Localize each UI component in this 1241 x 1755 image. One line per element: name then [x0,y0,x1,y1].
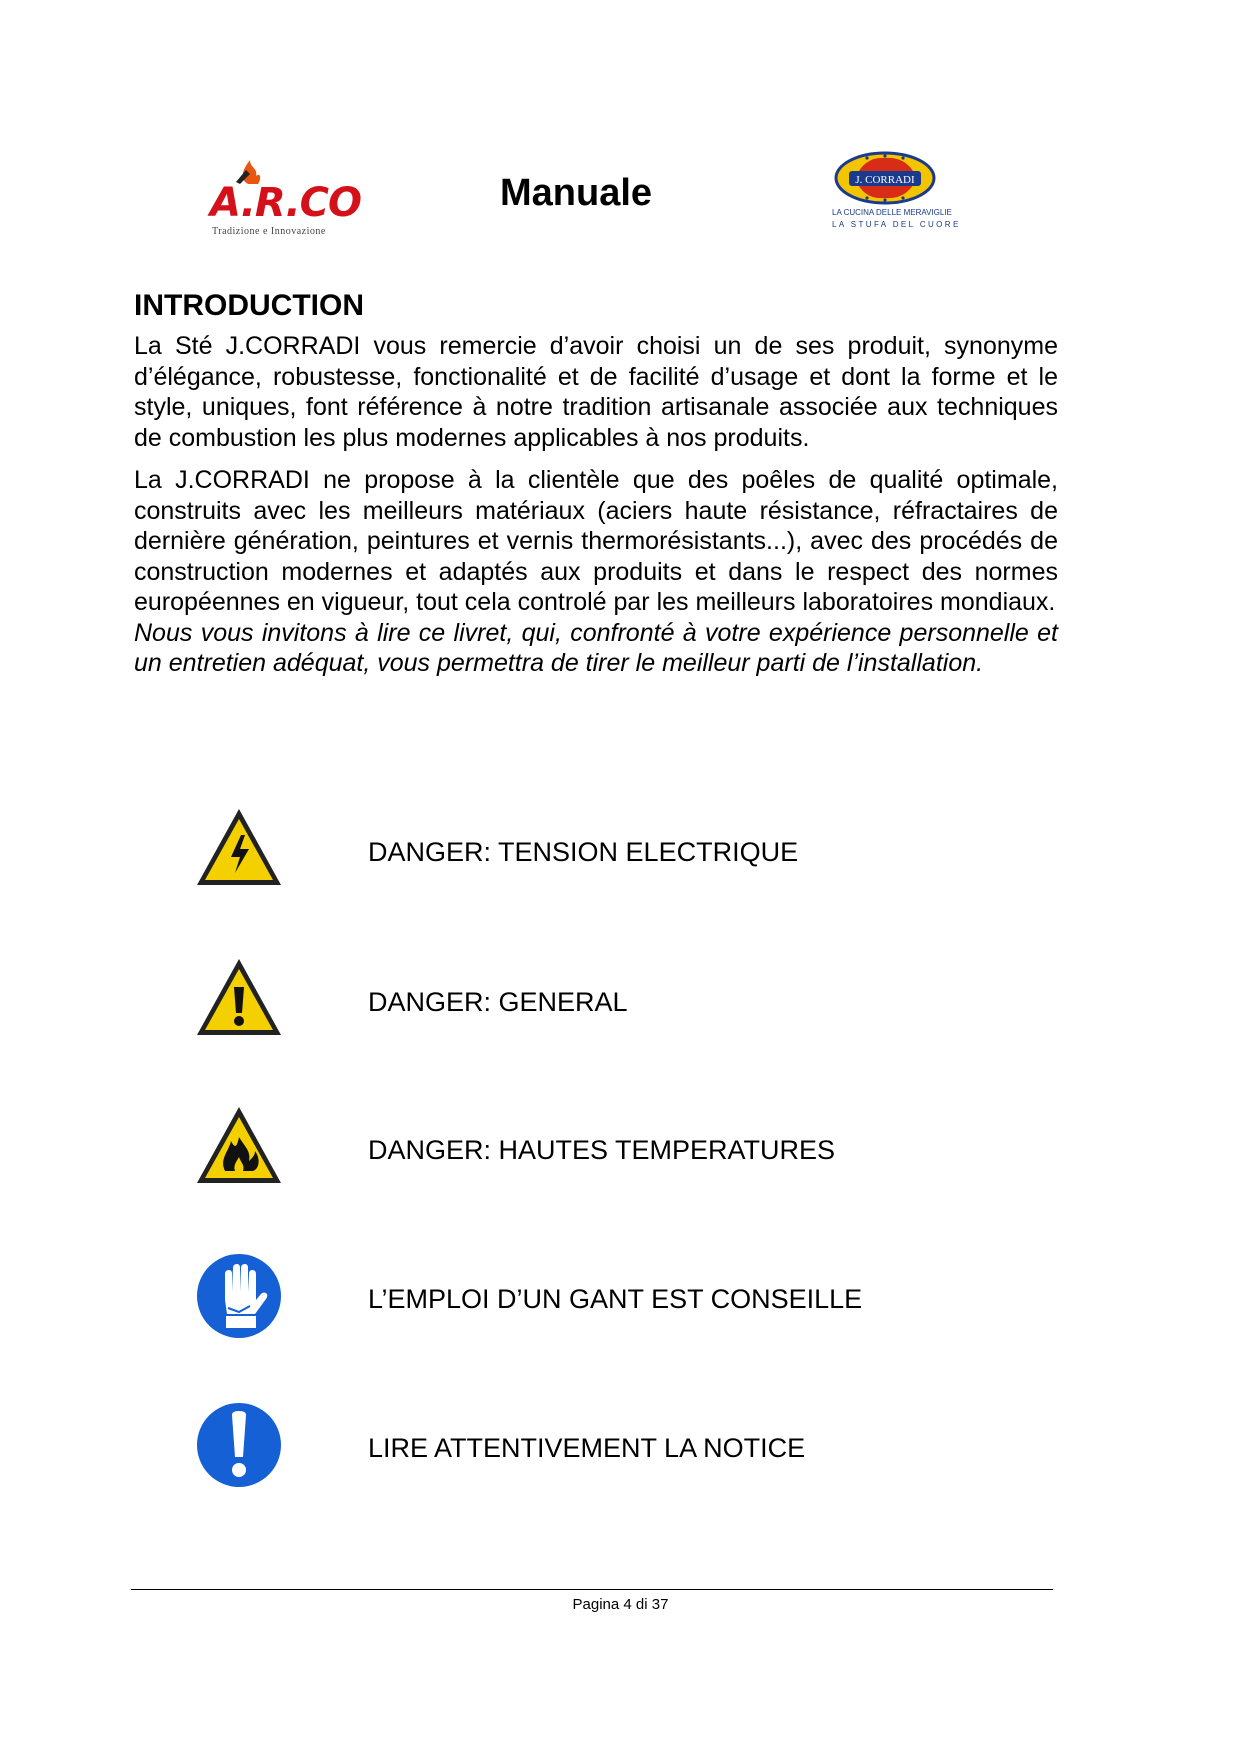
footer-divider [131,1589,1053,1590]
warning-row [195,805,1095,905]
warning-row [195,1401,1095,1501]
arco-tagline: Tradizione e Innovazione [212,226,326,237]
gloves-icon [195,1252,283,1340]
high-temperature-icon [195,1103,283,1191]
page-title: Manuale [500,172,653,214]
corradi-slogan-1: LA CUCINA DELLE MERAVIGLIE [832,208,952,217]
page-header [200,150,961,240]
section-heading: INTRODUCTION [134,289,364,322]
corradi-slogan-2: LA STUFA DEL CUORE [832,220,961,229]
warning-row [195,955,1095,1055]
warning-row [195,1103,1095,1203]
page-number: Pagina 4 di 37 [572,1596,669,1613]
introduction-section [134,289,1058,679]
intro-paragraph-1: La Sté J.CORRADI vous remercie d’avoir choisi un de ses produit, synonyme d’élégance, robustesse, fonctionalité et de facilité d’usage et dont la forme et le style, uniques, font référence à notre tradition artisanale associée aux techniques de combustion les plus modernes applicables à nos produits. [134,332,1058,452]
corradi-logo [825,150,961,240]
read-notice-icon [195,1401,283,1489]
corradi-emblem-icon [825,150,945,206]
warning-label: LIRE ATTENTIVEMENT LA NOTICE [368,1433,806,1463]
warning-label: L’EMPLOI D’UN GANT EST CONSEILLE [368,1284,863,1314]
general-danger-icon [195,955,283,1043]
warning-row [195,1252,1095,1352]
intro-paragraph-2: La J.CORRADI ne propose à la clientèle que des poêles de qualité optimale, construits avec les meilleurs matériaux (aciers haute résistance, réfractaires de dernière génération, peintures et vernis thermorésistants...), avec des procédés de construction modernes et adaptés aux produits et dans le respect des normes européennes en vigueur, tout cela controlé par les meilleurs laboratoires mondiaux. [134,466,1058,616]
electric-hazard-icon [195,805,283,893]
warning-label: DANGER: GENERAL [368,987,628,1017]
arco-brand: A.R.CO [210,180,361,226]
corradi-brand: J. CORRADI [855,174,915,186]
arco-logo [200,156,361,237]
warning-label: DANGER: TENSION ELECTRIQUE [368,837,799,867]
intro-paragraph-italic: Nous vous invitons à lire ce livret, qui, confronté à votre expérience personnelle et un entretien adéquat, vous permettra de tirer le meilleur parti de l’installation. [134,618,1058,677]
warning-label: DANGER: HAUTES TEMPERATURES [368,1135,836,1165]
